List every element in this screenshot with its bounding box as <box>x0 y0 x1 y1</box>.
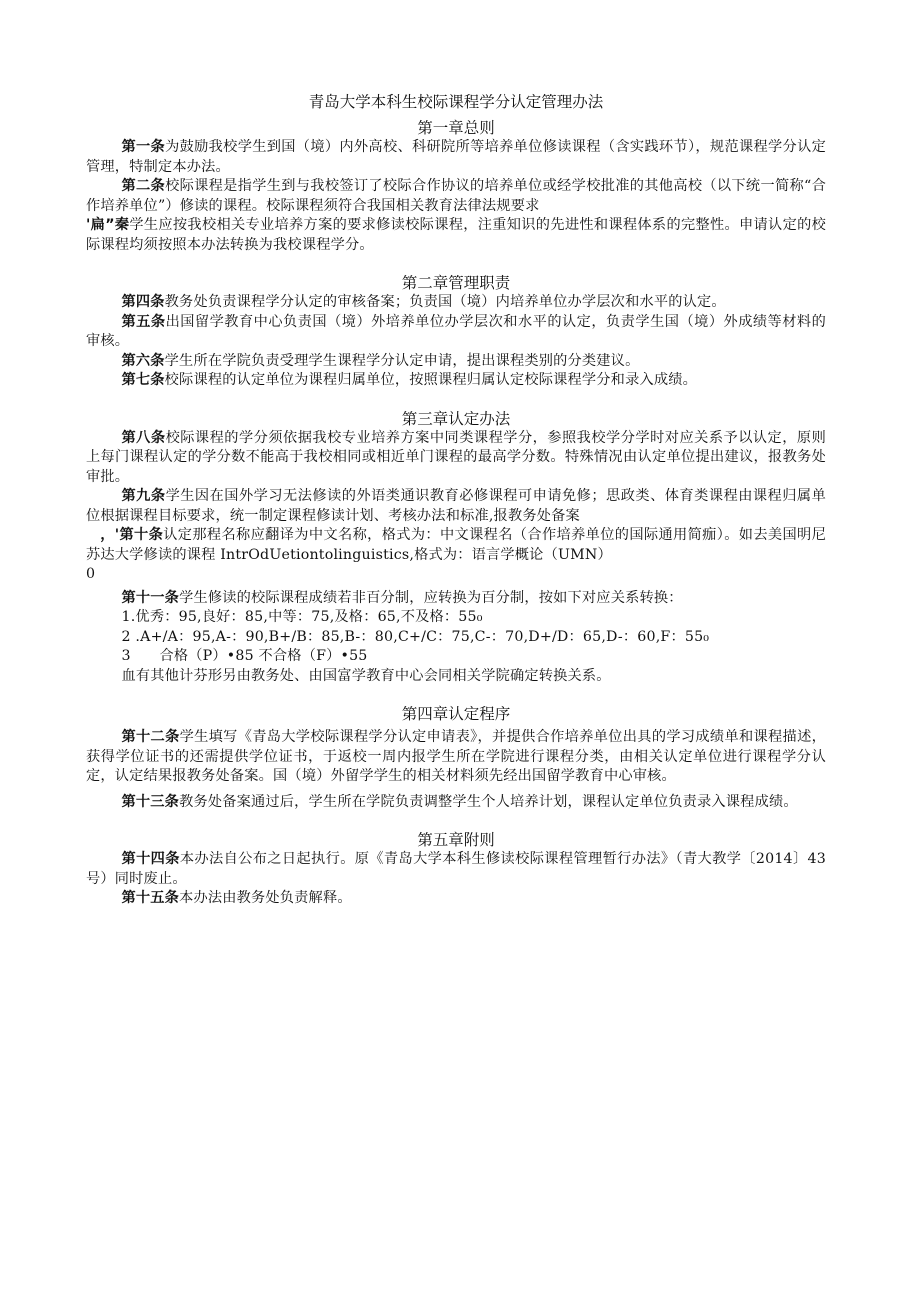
article-text: 出国留学教育中心负责国（境）外培养单位办学层次和水平的认定，负责学生国（境）外成绩等材料的审核。 <box>86 313 826 349</box>
article-label: 第一条 <box>121 139 166 155</box>
article-paragraph <box>86 216 826 255</box>
article-paragraph <box>86 293 826 313</box>
article-text: 校际课程的学分须依据我校专业培养方案中同类课程学分，参照我校学分学时对应关系予以认定，原则上每门课程认定的学分数不能高于我校相同或相近单门课程的最高学分数。特殊情况由认定单位提出建议，报教务处审批。 <box>86 429 826 485</box>
article-label: 第十五条 <box>121 890 180 906</box>
article-label: 第七条 <box>121 372 165 388</box>
article-label: 第十二条 <box>121 729 180 745</box>
article-text: 教务处备案通过后，学生所在学院负责调整学生个人培养计划，课程认定单位负责录入课程成绩。 <box>179 793 798 810</box>
article-paragraph <box>86 565 826 585</box>
article-label: 第十四条 <box>121 851 180 867</box>
article-label: 第五条 <box>121 313 166 330</box>
article-text: 认定那程名称应翻译为中文名称，格式为：中文课程名（合作培养单位的国际通用简痂）。如去美国明尼苏达大学修读的课程 IntrOdUetiontolinguistics,格式为：语言学概论（UMN） <box>86 527 827 563</box>
article-paragraph <box>86 728 826 787</box>
article-text: 本办法自公布之日起执行。原《青岛大学本科生修读校际课程管理暂行办法》（青大教学〔2014〕43号）同时废止。 <box>86 851 826 887</box>
article-paragraph: 血有其他计芬形另由教务处、由国富学教育中心会同相关学院确定转换关系。 <box>121 667 611 684</box>
list-item: 2 .A+/A：95,A-：90,B+/B：85,B-：80,C+/C：75,C-：70,D+/D：65,D-：60,F：55₀ <box>121 628 710 645</box>
article-label: 第四条 <box>121 294 165 310</box>
article-paragraph <box>86 850 826 889</box>
article-paragraph <box>86 889 826 909</box>
article-paragraph <box>86 313 826 352</box>
article-text: 学生填写《青岛大学校际课程学分认定申请表》，并提供合作培养单位出具的学习成绩单和课程描述，获得学位证书的还需提供学位证书，于返校一周内报学生所在学院进行课程分类，由相关认定单位进行课程学分认定，认定结果报教务处备案。国（境）外留学学生的相关材料须先经出国留学教育中心审核。 <box>86 729 826 784</box>
chapter-heading: 第二章管理职责 <box>401 274 511 292</box>
article-label: 第八条 <box>121 429 166 446</box>
article-text: 教务处负责课程学分认定的审核备案；负责国（境）内培养单位办学层次和水平的认定。 <box>164 294 726 310</box>
article-paragraph <box>86 487 826 526</box>
chapter-heading: 第三章认定办法 <box>401 409 511 428</box>
article-text: 0 <box>86 566 96 582</box>
article-paragraph <box>86 371 826 391</box>
article-label: 第十条 <box>119 527 164 543</box>
article-label: '扁”秦 <box>86 217 130 233</box>
article-label: 第十三条 <box>121 793 180 810</box>
chapter-heading: 第五章附则 <box>417 831 495 849</box>
article-text: 本办法由教务处负责解释。 <box>179 890 352 906</box>
article-text: 学生因在国外学习无法修读的外语类通识教育必修课程可申请免修；思政类、体育类课程由课程归属单位根据课程目标要求，统一制定课程修读计划、考核办法和标准,报教务处备案 <box>86 488 826 524</box>
article-text: 校际课程是指学生到与我校签订了校际合作协议的培养单位或经学校批准的其他高校（以下统一简称“合作培养单位”）修读的课程。校际课程须符合我国相关教育法律法规要求 <box>86 178 826 214</box>
article-text: 学生所在学院负责受理学生课程学分认定申请，提出课程类别的分类建议。 <box>164 352 640 369</box>
article-paragraph <box>86 589 826 609</box>
article-text: 学生应按我校相关专业培养方案的要求修读校际课程，注重知识的先进性和课程体系的完整性。申请认定的校际课程均须按照本办法转换为我校课程学分。 <box>86 217 826 253</box>
document-body <box>86 92 826 909</box>
article-paragraph <box>86 793 826 813</box>
article-paragraph <box>86 429 826 488</box>
article-text: 校际课程的认定单位为课程归属单位，按照课程归属认定校际课程学分和录入成绩。 <box>164 372 698 388</box>
list-item: 1.优秀：95,良好：85,中等：75,及格：65,不及格：55₀ <box>121 609 483 625</box>
article-paragraph <box>86 138 826 177</box>
article-text: 为鼓励我校学生到国（境）内外高校、科研院所等培养单位修读课程（含实践环节），规范课程学分认定管理，特制定本办法。 <box>86 139 826 175</box>
article-label: 第十一条 <box>121 589 180 606</box>
article-paragraph <box>86 526 826 565</box>
chapter-heading: 第一章总则 <box>417 119 495 137</box>
chapter-heading: 第四章认定程序 <box>401 705 511 723</box>
article-paragraph <box>86 352 826 372</box>
article-label: 第二条 <box>121 178 166 194</box>
list-item: 3 合格（P）•85 不合格（F）•55 <box>121 648 368 664</box>
article-text: 学生修读的校际课程成绩若非百分制，应转换为百分制，按如下对应关系转换： <box>179 589 683 606</box>
article-prefix: ，' <box>100 527 120 543</box>
document-title: 青岛大学本科生校际课程学分认定管理办法 <box>308 93 604 111</box>
article-label: 第九条 <box>121 488 166 504</box>
article-paragraph <box>86 177 826 216</box>
article-label: 第六条 <box>121 352 165 369</box>
